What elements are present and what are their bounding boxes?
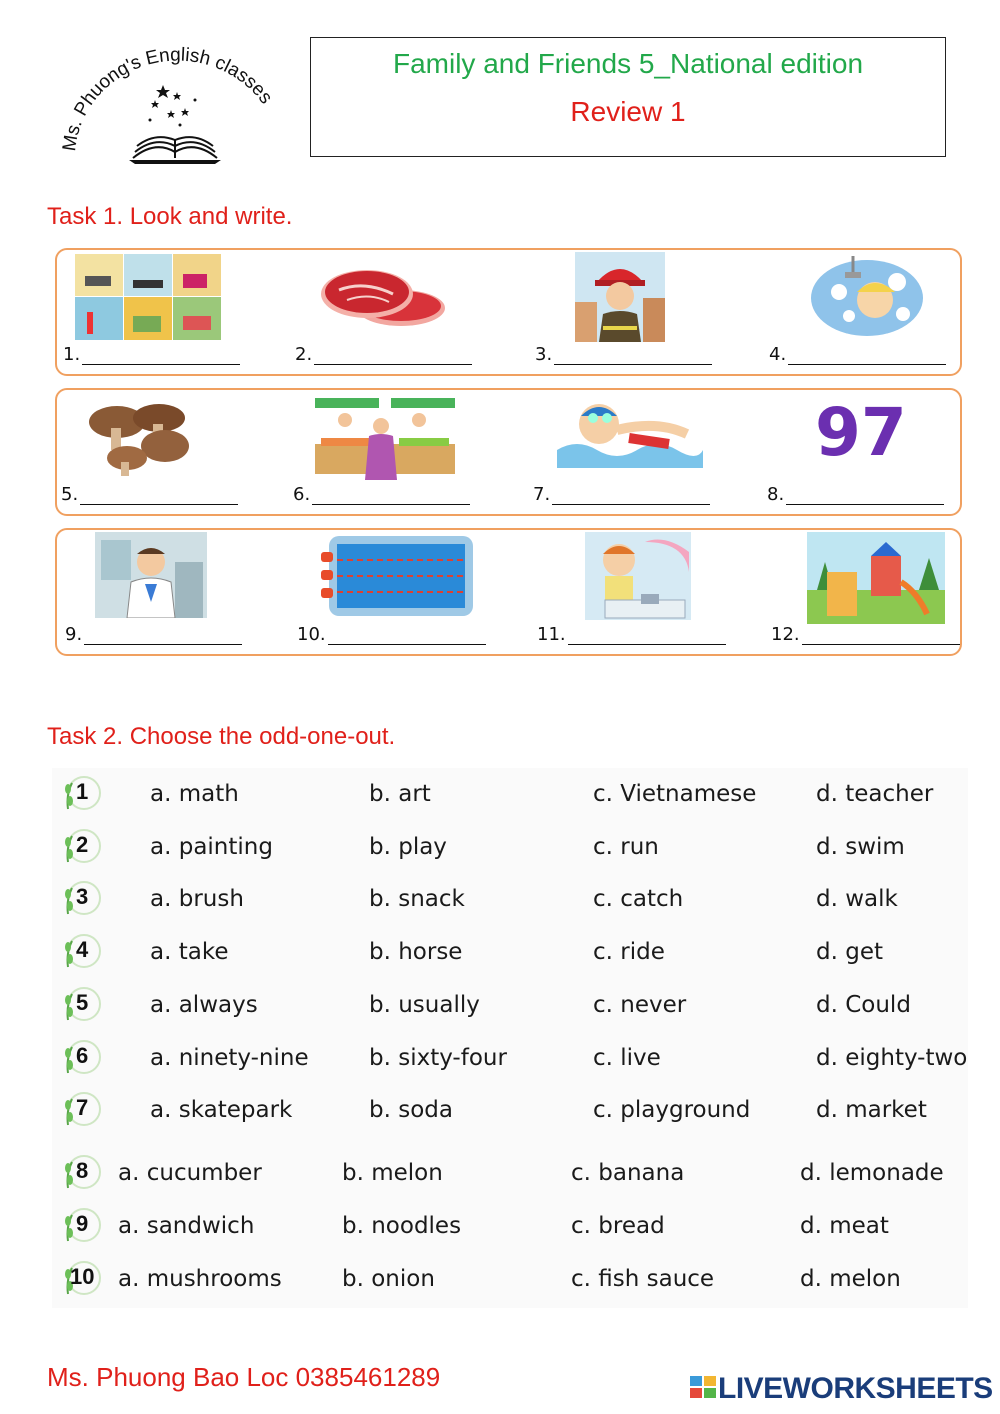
option-b[interactable]: b. horse bbox=[369, 939, 463, 965]
option-b[interactable]: b. usually bbox=[369, 992, 480, 1018]
option-d[interactable]: d. meat bbox=[800, 1213, 889, 1239]
option-a[interactable]: a. cucumber bbox=[118, 1160, 262, 1186]
option-a[interactable]: a. math bbox=[150, 781, 239, 807]
question-number-badge bbox=[62, 1258, 102, 1298]
option-c[interactable]: c. banana bbox=[571, 1160, 685, 1186]
number-icon: 97 bbox=[815, 394, 907, 471]
option-a[interactable]: a. take bbox=[150, 939, 229, 965]
question-number: 9 bbox=[76, 1211, 89, 1236]
question-number: 6 bbox=[76, 1043, 89, 1068]
answer-blank-12[interactable]: 12. bbox=[771, 624, 960, 645]
answer-blank-6[interactable]: 6. bbox=[293, 484, 470, 505]
option-d[interactable]: d. get bbox=[816, 939, 883, 965]
option-a[interactable]: a. sandwich bbox=[118, 1213, 255, 1239]
option-b[interactable]: b. snack bbox=[369, 886, 465, 912]
answer-blank-8[interactable]: 8. bbox=[767, 484, 944, 505]
question-number: 5 bbox=[76, 990, 89, 1015]
option-d[interactable]: d. lemonade bbox=[800, 1160, 944, 1186]
worksheet-subtitle: Review 1 bbox=[570, 96, 686, 127]
answer-blank-4[interactable]: 4. bbox=[769, 344, 946, 365]
option-d[interactable]: d. Could bbox=[816, 992, 911, 1018]
teacher-contact: Ms. Phuong Bao Loc 0385461289 bbox=[47, 1362, 441, 1392]
option-c[interactable]: c. ride bbox=[593, 939, 665, 965]
question-number: 1 bbox=[76, 779, 89, 804]
answer-blank-5[interactable]: 5. bbox=[61, 484, 238, 505]
option-b[interactable]: b. soda bbox=[369, 1097, 453, 1123]
option-a[interactable]: a. painting bbox=[150, 834, 273, 860]
question-number-badge bbox=[62, 931, 102, 971]
answer-blank-9[interactable]: 9. bbox=[65, 624, 242, 645]
question-number-badge bbox=[62, 984, 102, 1024]
option-a[interactable]: a. ninety-nine bbox=[150, 1045, 309, 1071]
question-number: 10 bbox=[70, 1264, 95, 1289]
option-d[interactable]: d. teacher bbox=[816, 781, 934, 807]
option-d[interactable]: d. melon bbox=[800, 1266, 901, 1292]
option-c[interactable]: c. Vietnamese bbox=[593, 781, 757, 807]
question-number-badge bbox=[62, 1152, 102, 1192]
task1-title: Task 1. Look and write. bbox=[47, 203, 293, 230]
svg-text:Ms. Phuong's English classes: Ms. Phuong's English classes bbox=[59, 44, 277, 153]
question-number-badge bbox=[62, 773, 102, 813]
option-c[interactable]: c. run bbox=[593, 834, 659, 860]
option-a[interactable]: a. skatepark bbox=[150, 1097, 293, 1123]
option-b[interactable]: b. noodles bbox=[342, 1213, 462, 1239]
option-b[interactable]: b. play bbox=[369, 834, 447, 860]
option-d[interactable]: d. swim bbox=[816, 834, 905, 860]
answer-blank-11[interactable]: 11. bbox=[537, 624, 726, 645]
option-c[interactable]: c. live bbox=[593, 1045, 661, 1071]
task2-title: Task 2. Choose the odd-one-out. bbox=[47, 723, 396, 750]
option-a[interactable]: a. brush bbox=[150, 886, 244, 912]
liveworksheets-logo-icon bbox=[690, 1376, 718, 1400]
question-number-badge bbox=[62, 1205, 102, 1245]
option-a[interactable]: a. always bbox=[150, 992, 258, 1018]
answer-blank-7[interactable]: 7. bbox=[533, 484, 710, 505]
liveworksheets-brand: LIVEWORKSHEETS bbox=[718, 1372, 993, 1405]
question-number-badge bbox=[62, 826, 102, 866]
option-c[interactable]: c. fish sauce bbox=[571, 1266, 715, 1292]
option-c[interactable]: c. playground bbox=[593, 1097, 751, 1123]
option-d[interactable]: d. eighty-two bbox=[816, 1045, 968, 1071]
question-number-badge bbox=[62, 878, 102, 918]
option-c[interactable]: c. bread bbox=[571, 1213, 665, 1239]
question-number: 3 bbox=[76, 884, 89, 909]
question-number: 7 bbox=[76, 1095, 89, 1120]
question-number: 2 bbox=[76, 832, 89, 857]
answer-blank-1[interactable]: 1. bbox=[63, 344, 240, 365]
question-number: 8 bbox=[76, 1158, 89, 1183]
question-number-badge bbox=[62, 1037, 102, 1077]
question-number: 4 bbox=[76, 937, 89, 962]
option-d[interactable]: d. market bbox=[816, 1097, 927, 1123]
option-b[interactable]: b. sixty-four bbox=[369, 1045, 507, 1071]
answer-blank-3[interactable]: 3. bbox=[535, 344, 712, 365]
option-b[interactable]: b. art bbox=[369, 781, 431, 807]
option-c[interactable]: c. catch bbox=[593, 886, 684, 912]
answer-blank-2[interactable]: 2. bbox=[295, 344, 472, 365]
option-d[interactable]: d. walk bbox=[816, 886, 898, 912]
option-b[interactable]: b. onion bbox=[342, 1266, 435, 1292]
question-number-badge bbox=[62, 1089, 102, 1129]
option-b[interactable]: b. melon bbox=[342, 1160, 443, 1186]
option-a[interactable]: a. mushrooms bbox=[118, 1266, 282, 1292]
option-c[interactable]: c. never bbox=[593, 992, 687, 1018]
answer-blank-10[interactable]: 10. bbox=[297, 624, 486, 645]
worksheet-title: Family and Friends 5_National edition bbox=[392, 48, 864, 79]
